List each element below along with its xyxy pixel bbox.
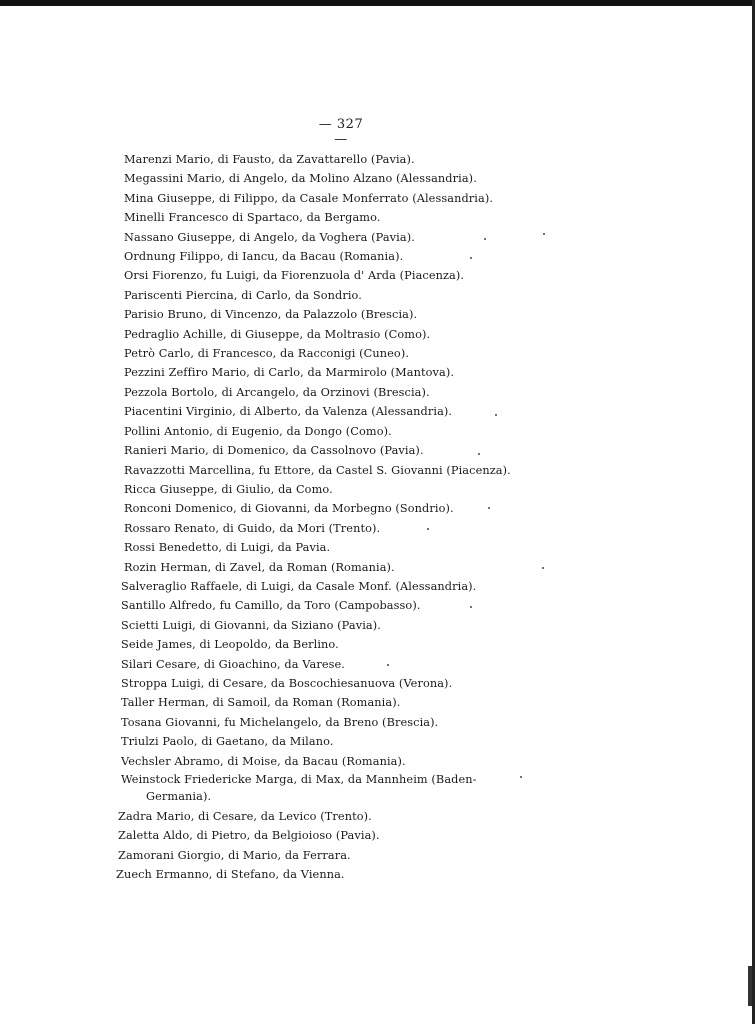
list-item: Pezzola Bortolo, di Arcangelo, da Orzinovi (Brescia).	[124, 385, 430, 399]
list-item-wrapped	[116, 771, 546, 807]
list-item: Minelli Francesco di Spartaco, da Bergamo.	[124, 211, 381, 225]
list-item: Seide James, di Leopoldo, da Berlino.	[121, 638, 339, 652]
list-item: Megassini Mario, di Angelo, da Molino Alzano (Alessandria).	[124, 172, 477, 186]
scan-speck	[470, 606, 472, 608]
page-number: — 327 —	[318, 117, 364, 147]
list-item: Orsi Fiorenzo, fu Luigi, da Fiorenzuola d' Arda (Piacenza).	[124, 269, 465, 283]
scan-speck	[495, 414, 497, 416]
list-item: Ricca Giuseppe, di Giulio, da Como.	[124, 482, 333, 496]
list-item: Pariscenti Piercina, di Carlo, da Sondrio.	[124, 288, 362, 302]
list-item: Ordnung Filippo, di Iancu, da Bacau (Romania).	[124, 250, 404, 264]
list-item: Mina Giuseppe, di Filippo, da Casale Monferrato (Alessandria).	[124, 191, 494, 205]
list-item: Parisio Bruno, di Vincenzo, da Palazzolo (Brescia).	[124, 308, 418, 322]
list-item: Piacentini Virginio, di Alberto, da Valenza (Alessandria).	[124, 405, 453, 419]
list-item: Nassano Giuseppe, di Angelo, da Voghera (Pavia).	[124, 230, 415, 244]
list-item: Rossaro Renato, di Guido, da Mori (Trento).	[124, 521, 381, 535]
list-item: Salveraglio Raffaele, di Luigi, da Casale Monf. (Alessandria).	[121, 579, 477, 593]
scan-speck	[470, 257, 472, 259]
scan-edge-mark	[748, 966, 752, 1006]
list-item: Rozin Herman, di Zavel, da Roman (Romania).	[124, 560, 395, 574]
list-item: Marenzi Mario, di Fausto, da Zavattarello (Pavia).	[124, 153, 415, 166]
list-item: Zuech Ermanno, di Stefano, da Vienna.	[116, 868, 345, 882]
scan-speck	[387, 664, 389, 666]
name-list	[116, 150, 546, 885]
list-item: Silari Cesare, di Gioachino, da Varese.	[121, 657, 345, 671]
scan-speck	[478, 453, 480, 455]
list-item: Santillo Alfredo, fu Camillo, da Toro (Campobasso).	[121, 599, 421, 613]
page-top-edge	[0, 0, 755, 6]
list-item: Pollini Antonio, di Eugenio, da Dongo (Como).	[124, 424, 392, 438]
list-item: Rossi Benedetto, di Luigi, da Pavia.	[124, 541, 331, 555]
list-item: Zamorani Giorgio, di Mario, da Ferrara.	[118, 848, 351, 862]
list-item: Pedraglio Achille, di Giuseppe, da Moltrasio (Como).	[124, 327, 431, 341]
list-item: Pezzini Zeffiro Mario, di Carlo, da Marmirolo (Mantova).	[124, 366, 455, 380]
list-item: Zaletta Aldo, di Pietro, da Belgioioso (Pavia).	[118, 829, 380, 843]
list-item: Stroppa Luigi, di Cesare, da Boscochiesanuova (Verona).	[121, 676, 453, 690]
list-item: Scietti Luigi, di Giovanni, da Siziano (Pavia).	[121, 618, 381, 632]
scan-speck	[427, 528, 429, 530]
list-item: Ronconi Domenico, di Giovanni, da Morbegno (Sondrio).	[124, 502, 454, 516]
list-item: Triulzi Paolo, di Gaetano, da Milano.	[121, 735, 334, 749]
list-item: Vechsler Abramo, di Moise, da Bacau (Romania).	[121, 754, 406, 768]
scan-speck	[520, 776, 522, 778]
list-item: Taller Herman, di Samoil, da Roman (Romania).	[121, 696, 401, 710]
wrapped-entry-line-1: Weinstock Friedericke Marga, di Max, da Mannheim (Baden-	[121, 773, 477, 786]
list-item: Petrò Carlo, di Francesco, da Racconigi (Cuneo).	[124, 347, 410, 361]
list-item: Zadra Mario, di Cesare, da Levico (Trento).	[118, 810, 372, 823]
scan-speck	[542, 567, 544, 569]
wrapped-entry-line-2: Germania).	[146, 790, 212, 803]
scan-speck	[543, 233, 545, 235]
scan-speck	[484, 238, 486, 240]
scan-speck	[488, 507, 490, 509]
list-item: Ranieri Mario, di Domenico, da Cassolnovo (Pavia).	[124, 444, 424, 458]
list-item: Ravazzotti Marcellina, fu Ettore, da Castel S. Giovanni (Piacenza).	[124, 463, 511, 477]
list-item: Tosana Giovanni, fu Michelangelo, da Breno (Brescia).	[121, 715, 439, 729]
